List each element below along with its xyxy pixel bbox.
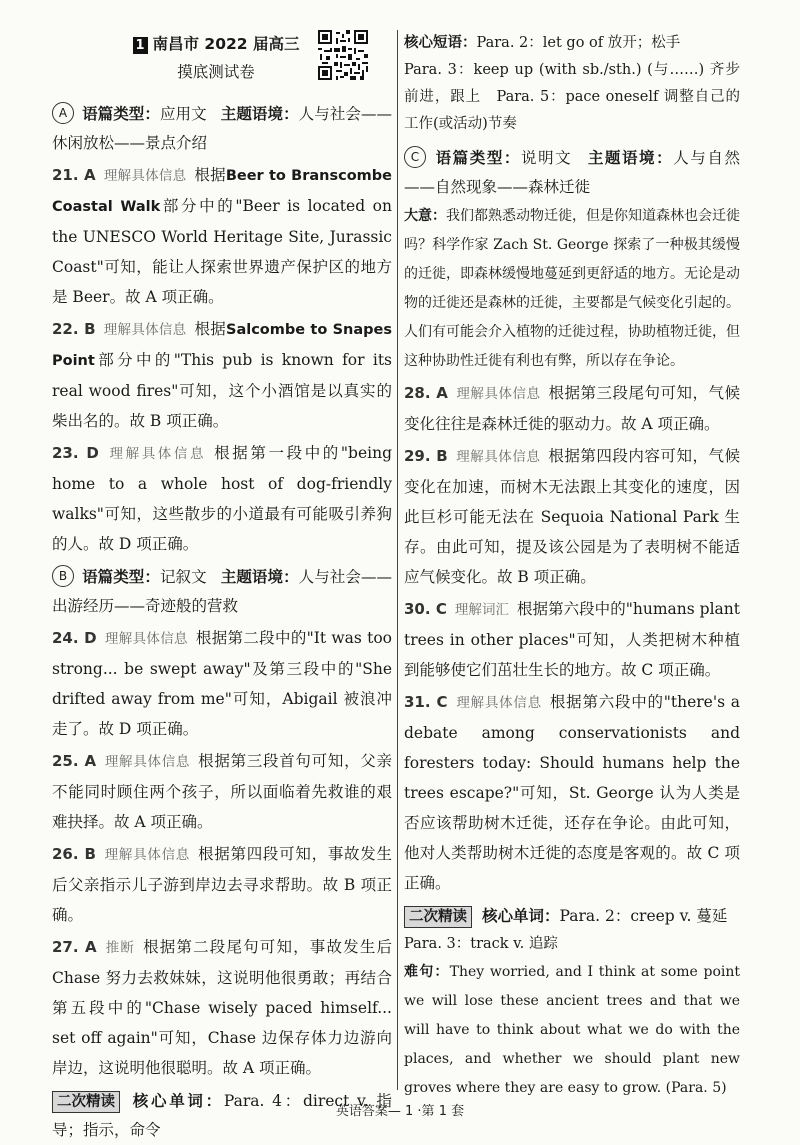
answer-number: 23. D [52, 444, 99, 462]
qr-code-icon [318, 30, 368, 80]
answer-item [404, 441, 740, 592]
answer-text: 根据第二段尾句可知，事故发生后 Chase 努力去救妹妹，这说明他很勇敢；再结合第五段中的"Chase wisely paced himself... set off again"可知，Chase 边保存体力边游向岸边，这说明他很聪明。故 A 项正确。 [52, 938, 392, 1077]
question-type-tag: 理解具体信息 [106, 446, 207, 462]
core-words-text: Para. 4：direct v. 指导；指示，命令 [52, 1092, 392, 1139]
page-footer: 英语答案— 1 ·第 1 套 [335, 1104, 465, 1119]
exam-subtitle: 摸底测试卷 [177, 63, 255, 81]
theme-label: 主题语境： [220, 568, 299, 586]
question-type-tag: 理解具体信息 [455, 449, 541, 465]
answer-text: 根据第四段内容可知，气候变化在加速，而树木无法跟上其变化的速度，因此巨杉可能无法在 Sequoia National Park 生存。由此可知，提及该公园是为了表明树不能适应气候变化。故 B 项正确。 [404, 447, 740, 586]
answer-item [52, 160, 392, 312]
theme-value: 人与社会——休闲放松——景点介绍 [52, 105, 392, 152]
intensive-reading-badge: 二次精读 [404, 906, 472, 928]
question-type-tag: 推断 [104, 940, 136, 956]
answer-text: 根据第六段中的"there's a debate among conservationists and foresters today: Should humans help the trees escape?"可知，St. George 认为人类是否应该帮助树木迁徙，还存在争论。由此可知，他对人类帮助树木迁徙的态度是客观的。故 C 项正确。 [404, 693, 741, 892]
answer-text: 根据第三段首句可知，父亲不能同时顾住两个孩子，所以面临着先救谁的艰难抉择。故 A 项正确。 [52, 752, 393, 831]
section-letter-badge: C [404, 146, 426, 168]
genre-label: 语篇类型： [82, 568, 160, 586]
answer-number: 30. C [404, 600, 447, 618]
question-type-tag: 理解具体信息 [103, 847, 191, 863]
answer-text: 部分中的"Beer is located on the UNESCO World Heritage Site, Jurassic Coast"可知，能让人探索世界遗产保护区的地方是 Beer。故 A 项正确。 [52, 197, 392, 306]
genre-label: 语篇类型： [82, 105, 160, 123]
set-number: 1 [133, 37, 148, 54]
answer-text: 根据第三段尾句可知，气候变化往往是森林迁徙的驱动力。故 A 项正确。 [404, 384, 740, 433]
core-words-label: 核心单词： [482, 907, 560, 925]
answer-number: 22. B [52, 320, 96, 338]
answer-text: 根据第四段可知，事故发生后父亲指示儿子游到岸边去寻求帮助。故 B 项正确。 [52, 845, 392, 924]
exam-header [52, 30, 392, 88]
answer-item [404, 594, 740, 685]
answer-item [52, 623, 392, 744]
exam-title-text: 南昌市 2022 届高三 [152, 35, 300, 53]
hard-sentence-label: 难句： [404, 964, 450, 980]
answer-item [52, 839, 392, 930]
genre-label: 语篇类型： [434, 149, 521, 167]
source-section-name: Salcombe to Snapes Point [52, 322, 393, 369]
question-type-tag: 理解具体信息 [104, 631, 188, 647]
question-type-tag: 理解具体信息 [103, 322, 187, 338]
question-type-tag: 理解具体信息 [104, 754, 191, 770]
answer-text: 部分中的"This pub is known for its real wood fires"可知，这个小酒馆是以真实的柴出名的。故 B 项正确。 [52, 351, 392, 430]
genre-value: 说明文 [520, 149, 573, 167]
hard-sentence [404, 958, 740, 1103]
main-idea-label: 大意： [404, 208, 446, 224]
genre-value: 记叙文 [159, 568, 207, 586]
theme-value: 人与自然——自然现象——森林迁徙 [404, 149, 740, 196]
source-section-name: Beer to Branscombe Coastal Walk [52, 168, 392, 215]
question-type-tag: 理解具体信息 [103, 168, 187, 184]
core-phrases-line: Para. 3：keep up (with sb./sth.) (与……) 齐步前进，跟上 Para. 5：pace oneself 调整自己的工作(或活动)节奏 [404, 62, 740, 132]
intensive-reading-c [404, 902, 740, 931]
theme-label: 主题语境： [220, 105, 299, 123]
column-divider [397, 30, 398, 1090]
main-idea [404, 202, 740, 376]
answer-number: 27. A [52, 938, 97, 956]
hard-sentence-text: They worried, and I think at some point we will lose these ancient trees and that we will have to think about what we do with the places, and whether we should plant new groves where they are easy to grow. (Para. 5) [404, 964, 740, 1096]
core-words-line: Para. 3：track v. 追踪 [404, 936, 558, 952]
genre-value: 应用文 [159, 105, 207, 123]
section-letter-badge: A [52, 102, 74, 124]
section-a-intro [52, 100, 392, 158]
question-type-tag: 理解具体信息 [455, 695, 542, 711]
answer-text: 根据第一段中的"being home to a whole host of dog-friendly walks"可知，这些散步的小道最有可能吸引养狗的人。故 D 项正确。 [52, 444, 393, 553]
right-column [404, 30, 740, 1103]
answer-number: 26. B [52, 845, 96, 863]
main-idea-text: 我们都熟悉动物迁徙，但是你知道森林也会迁徙吗？科学作家 Zach St. George 探索了一种极其缓慢的迁徙，即森林缓慢地蔓延到更舒适的地方。无论是动物的迁徙还是森林的迁徙，主要都是气候变化引起的。人们有可能会介入植物的迁徙过程，协助植物迁徙，但这种协助性迁徙有利也有弊，所以存在争论。 [404, 208, 740, 369]
section-b-intro [52, 563, 392, 621]
answer-number: 31. C [404, 693, 448, 711]
answer-number: 24. D [52, 629, 97, 647]
section-letter-badge: B [52, 565, 74, 587]
section-c-intro [404, 144, 740, 202]
exam-title [116, 32, 316, 54]
question-type-tag: 理解具体信息 [455, 386, 541, 402]
core-words-label: 核心单词： [130, 1092, 224, 1110]
answer-text: 根据 [194, 320, 226, 338]
answer-item [404, 687, 740, 898]
answer-item [52, 438, 392, 559]
intensive-reading-badge: 二次精读 [52, 1091, 120, 1113]
core-phrases-line: Para. 2：let go of 放开；松手 [476, 35, 681, 51]
answer-item [52, 746, 392, 837]
answer-item [52, 314, 392, 436]
core-phrases-label: 核心短语： [404, 35, 477, 51]
core-phrases-b [404, 30, 740, 138]
theme-value: 人与社会——出游经历——奇迹般的营救 [52, 568, 392, 615]
answer-number: 28. A [404, 384, 448, 402]
left-column [52, 30, 392, 1145]
answer-item [404, 378, 740, 439]
answer-number: 21. A [52, 166, 96, 184]
theme-label: 主题语境： [586, 149, 674, 167]
answer-text: 根据第二段中的"It was too strong... be swept away"及第三段中的"She drifted away from me"可知，Abigail 被浪冲走了。故 D 项正确。 [52, 629, 393, 738]
answer-number: 29. B [404, 447, 448, 465]
answer-text: 根据 [194, 166, 226, 184]
answer-item [52, 932, 392, 1083]
core-words-text: Para. 2：creep v. 蔓延 [559, 907, 728, 925]
answer-number: 25. A [52, 752, 97, 770]
answer-text: 根据第六段中的"humans plant trees in other places"可知，人类把树木种植到能够使它们茁壮生长的地方。故 C 项正确。 [404, 600, 741, 679]
question-type-tag: 理解词汇 [454, 602, 510, 618]
